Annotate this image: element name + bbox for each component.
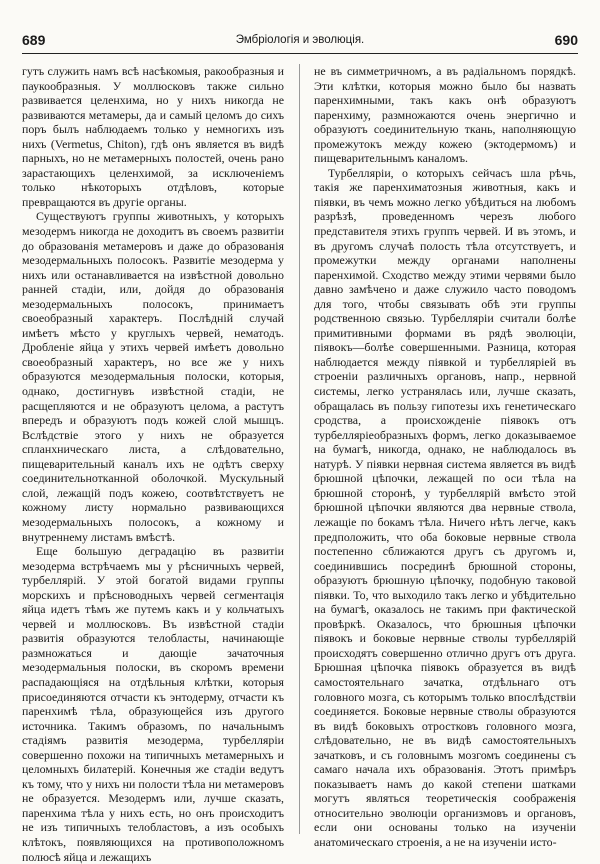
page-number-left: 689 [22,32,46,48]
paragraph: Существуютъ группы животныхъ, у которыхъ мезодермъ никогда не доходитъ въ своемъ развитіи до образованія метамеровъ и даже до образованія мезодермальныхъ полосокъ. Развитіе мезодерма у нихъ или останавливается на извѣстной довольно ранней стадіи, или, дойдя до образованія мезодермальныхъ полосокъ, принимаетъ своеобразный характеръ. Послѣдній случай имѣетъ мѣсто у круглыхъ червей, нематодъ. Дробленіе яйца у этихъ червей имѣетъ довольно своеобразный характеръ, но все же у нихъ образуются мезодермальныя полоски, которыя, однако, достигнувъ извѣстной стадіи, не расщепляются и не образуютъ целома, а растутъ впередъ и образуютъ подъ кожей слой мышцъ. Вслѣдствіе этого у нихъ не образуется спланхническаго листа, а слѣдовательно, пищеварительный каналъ ихъ не одѣтъ сверху соединительнотканной оболочкой. Мускульный слой, лежащій подъ кожею, соотвѣтствуетъ не кожному листу нормально развивающихся мезодермальныхъ полосокъ, а кожному и внутреннему листамъ вмѣстѣ. [22,209,284,544]
right-column [314,64,576,849]
paragraph: гутъ служить намъ всѣ насѣкомыя, ракообразныя и паукообразныя. У моллюсковъ также сильно развивается целенхима, но у нихъ никогда не развиваются метамеры, да и самый целомъ до сихъ поръ былъ наблюдаемъ только у немногихъ изъ нихъ (Vermetus, Chiton), гдѣ онъ является въ видѣ парныхъ, но не метамерныхъ полостей, очень рано зарастающихъ целенхимой, за исключеніемъ только нѣкоторыхъ отдѣловъ, которые превращаются въ другіе органы. [22,64,284,209]
left-column [22,64,284,864]
paragraph: Турбелляріи, о которыхъ сейчасъ шла рѣчь, такія же паренхиматозныя животныя, какъ и піявки, въ чемъ можно легко убѣдиться на любомъ разрѣзѣ, проведенномъ черезъ любого представителя этихъ группъ червей. И въ этомъ, и въ другомъ случаѣ полость тѣла отсутствуетъ, и промежутки между органами наполнены паренхимой. Сходство между этими червями было давно замѣчено и даже служило часто поводомъ для того, чтобы связывать обѣ эти группы родственною связью. Турбелляріи считали болѣе примитивными формами въ рядѣ эволюціи, піявокъ—болѣе совершенными. Разница, которая наблюдается между піявкой и турбелляріей въ строеніи различныхъ органовъ, напр., нервной системы, легко устранялась или, лучше сказать, обращалась въ пользу гипотезы ихъ генетическаго сродства, а происхожденіе піявокъ отъ турбелляріеобразныхъ формъ, легко доказываемое на бумагѣ, никогда, однако, не наблюдалось въ натурѣ. У піявки нервная система является въ видѣ брюшной цѣпочки, лежащей по оси тѣла на брюшной сторонѣ, у турбеллярій вмѣсто этой брюшной цѣпочки являются два нервные ствола, лежащіе по бокамъ тѣла. Ничего нѣтъ легче, какъ предположить, что оба боковые нервные ствола постепенно сближаются другъ съ другомъ и, соединившись посрединѣ брюшной стороны, образуютъ брюшную цѣпочку, подобную таковой піявки. То, что выходило такъ легко и убѣдительно на бумагѣ, оказалось не такимъ при фактической провѣркѣ. Оказалось, что брюшныя цѣпочки піявокъ и боковые нервные стволы турбеллярій происходятъ совершенно отлично другъ отъ друга. Брюшная цѣпочка піявокъ образуется въ видѣ самостоятельнаго зачатка, отдѣльнаго отъ головного мозга, съ которымъ только впослѣдствіи соединяется. Боковые нервные стволы образуются въ видѣ боковыхъ отростковъ головного мозга, слѣдовательно, не въ видѣ самостоятельныхъ зачатковъ, и съ головнымъ мозгомъ соединены съ самаго начала ихъ образованія. Этотъ примѣръ показываетъ намъ до какой степени шатками могутъ являться теоретическія соображенія относительно эволюціи организмовъ и органовъ, если они основаны только на изученіи анатомическаго строенія, а не на изученіи исто- [314,165,576,849]
column-divider [299,64,300,834]
paragraph: Еще большую деградацію въ развитіи мезодерма встрѣчаемъ мы у рѣсничныхъ червей, турбеллярій. У этой богатой видами группы морскихъ и прѣсноводныхъ червей сегментація яйца идетъ тѣмъ же путемъ какъ и у кольчатыхъ червей и моллюсковъ. Въ извѣстной стадіи развитія образуются телобласты, начинающіе размножаться и дающіе зачаточныя мезодермальныя полоски, въ скоромъ времени распадающіяся на отдѣльныя клѣтки, которыя присоединяются отчасти къ энтодерму, отчасти къ паренхимѣ тѣла, образующейся изъ другого источника. Такимъ образомъ, по начальнымъ стадіямъ развитія мезодерма, турбелляріи совершенно похожи на типичныхъ метамерныхъ и целомныхъ билатерій. Конечныя же стадіи ведутъ къ тому, что у нихъ ни полости тѣла ни метамеровъ не образуется. Мезодермъ или, лучше сказать, паренхима тѣла у нихъ есть, но онъ происходитъ не изъ типичныхъ телобластовъ, а изъ особыхъ клѣтокъ, появляющихся на противоположномъ полюсѣ яйца и лежащихъ [22,544,284,864]
paragraph: не въ симметричномъ, а въ радіальномъ порядкѣ. Эти клѣтки, которыя можно было бы назвать паренхимными, такъ какъ онѣ образуютъ паренхиму, размножаются очень энергично и образуютъ соединительную ткань, наполняющую промежутокъ между кожею (эктодермомъ) и пищеварительнымъ каналомъ. [314,64,576,166]
running-title: Эмбріологія и эволюція. [235,34,365,46]
page-header [22,32,578,50]
header-rule [22,53,578,54]
page-number-right: 690 [554,32,578,48]
